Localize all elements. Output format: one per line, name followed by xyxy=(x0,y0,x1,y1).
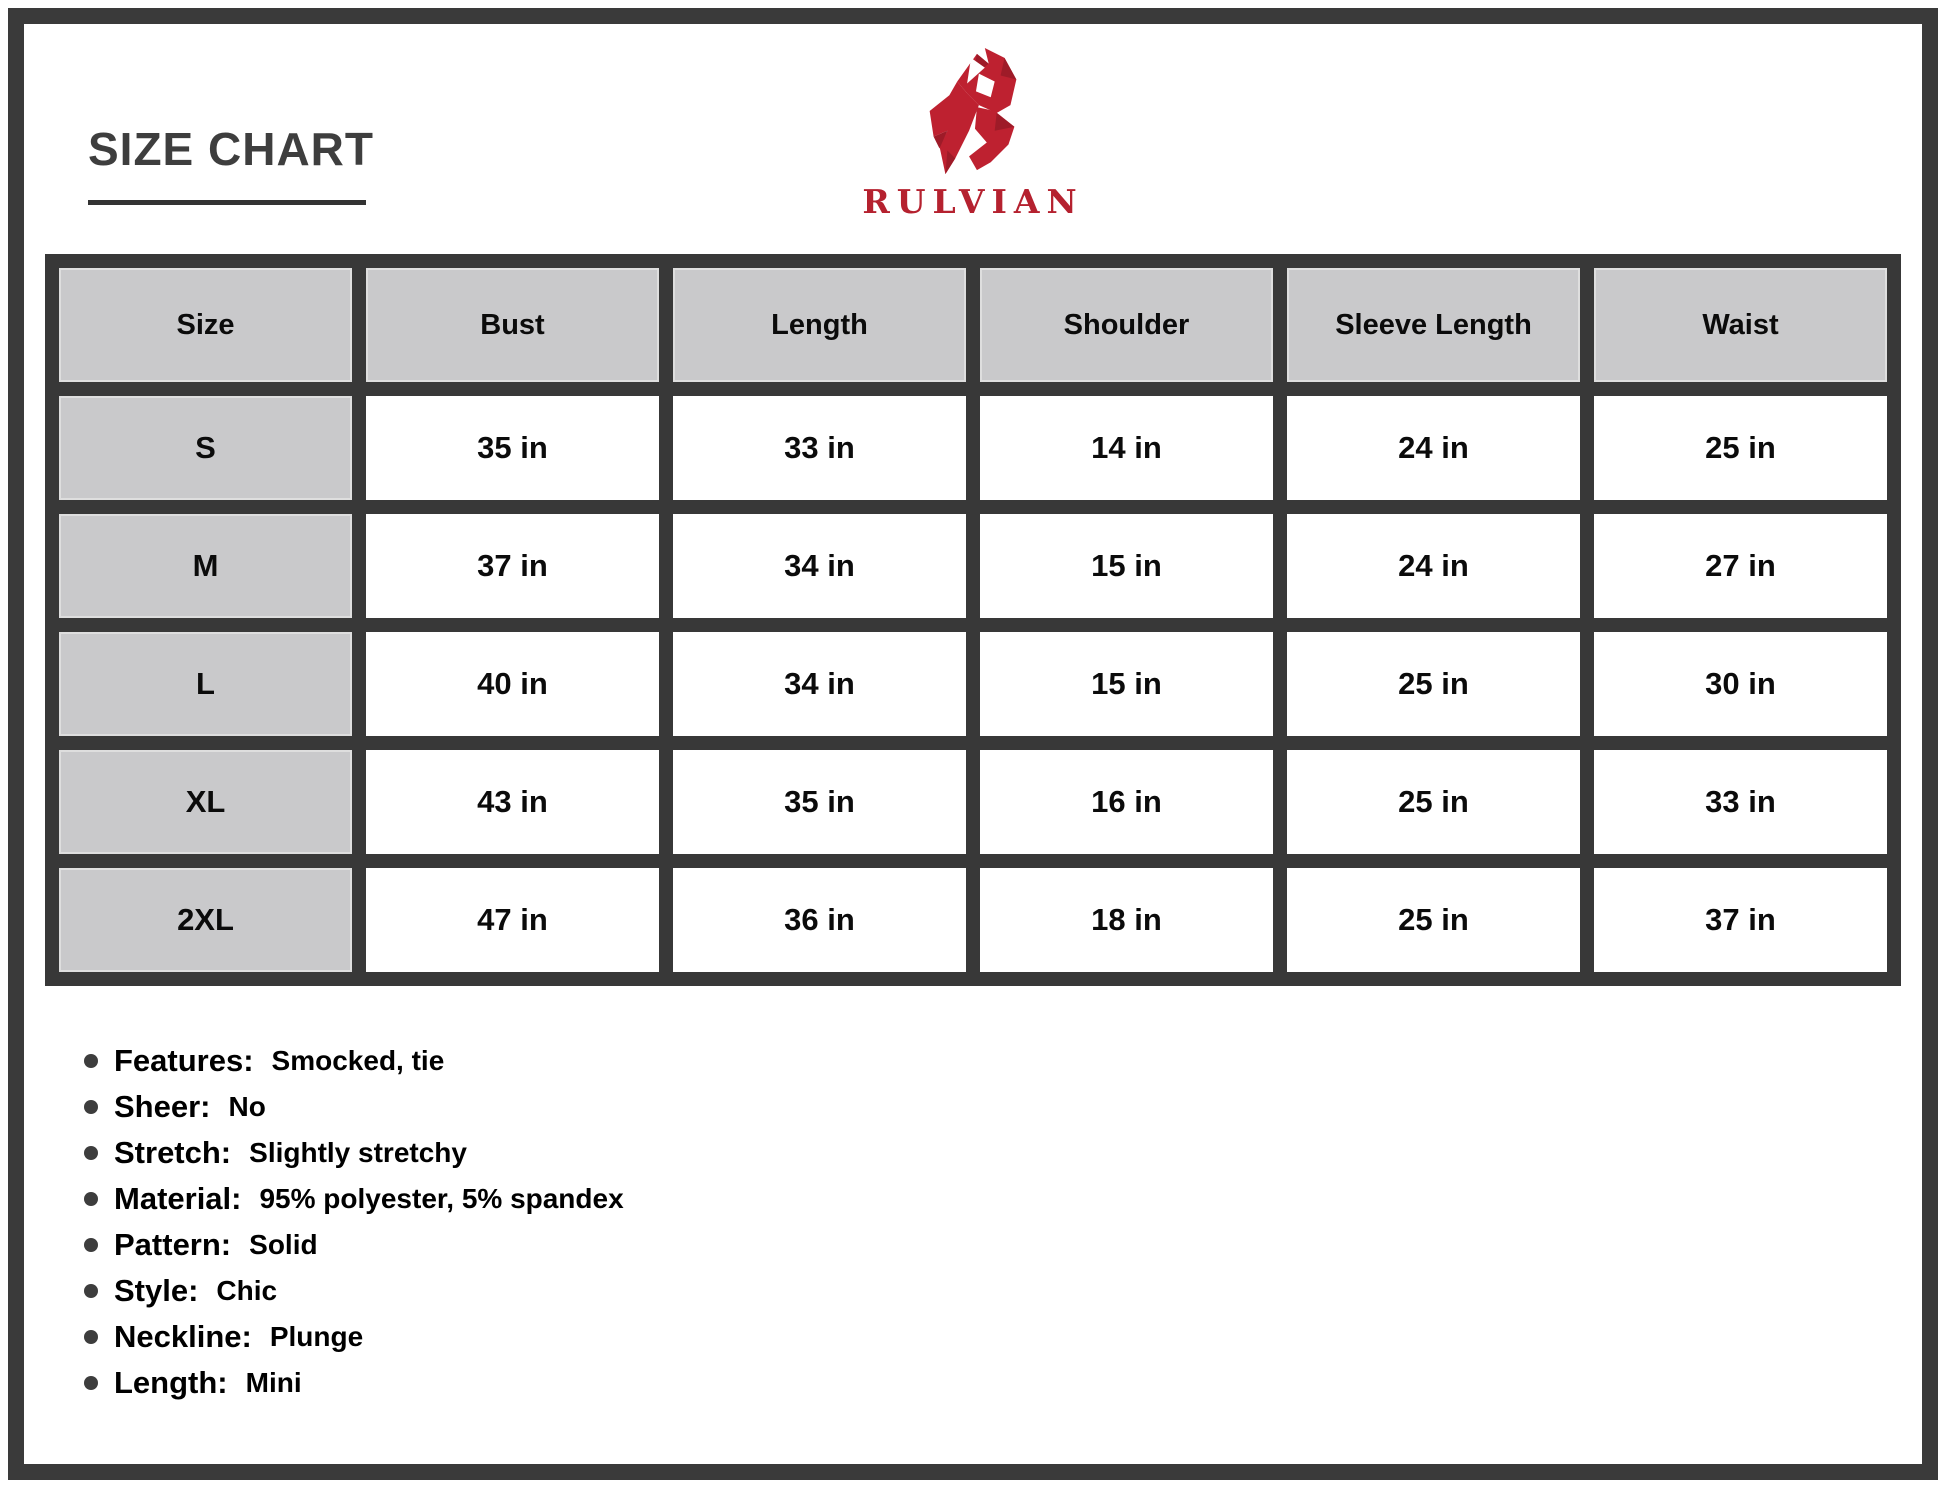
rulvian-angular-r-logo-icon xyxy=(909,46,1037,180)
detail-label: Pattern: xyxy=(114,1227,232,1262)
size-cell: XL xyxy=(59,750,352,854)
bust-cell: 40 in xyxy=(366,632,659,736)
column-header-length: Length xyxy=(673,268,966,382)
list-item-length xyxy=(84,1360,624,1406)
list-item-features xyxy=(84,1038,624,1084)
table-header-row xyxy=(59,268,1887,382)
detail-value: Slightly stretchy xyxy=(249,1137,467,1168)
list-item-neckline xyxy=(84,1314,624,1360)
detail-label: Material: xyxy=(114,1181,242,1216)
shoulder-cell: 15 in xyxy=(980,514,1273,618)
waist-cell: 27 in xyxy=(1594,514,1887,618)
length-cell: 34 in xyxy=(673,632,966,736)
shoulder-cell: 16 in xyxy=(980,750,1273,854)
table-row-2xl xyxy=(59,868,1887,972)
detail-value: 95% polyester, 5% spandex xyxy=(259,1183,624,1214)
shoulder-cell: 18 in xyxy=(980,868,1273,972)
column-header-bust: Bust xyxy=(366,268,659,382)
detail-label: Style: xyxy=(114,1273,199,1308)
bust-cell: 37 in xyxy=(366,514,659,618)
list-item-pattern xyxy=(84,1222,624,1268)
bullet-icon xyxy=(84,1192,98,1206)
length-cell: 34 in xyxy=(673,514,966,618)
detail-label: Neckline: xyxy=(114,1319,252,1354)
product-details-list xyxy=(84,1038,624,1406)
waist-cell: 37 in xyxy=(1594,868,1887,972)
bullet-icon xyxy=(84,1238,98,1252)
column-header-waist: Waist xyxy=(1594,268,1887,382)
detail-label: Sheer: xyxy=(114,1089,211,1124)
detail-value: No xyxy=(228,1091,266,1122)
table-row-m xyxy=(59,514,1887,618)
detail-value: Smocked, tie xyxy=(271,1045,445,1076)
bust-cell: 35 in xyxy=(366,396,659,500)
table-row-xl xyxy=(59,750,1887,854)
detail-value: Chic xyxy=(216,1275,278,1306)
sleeve-length-cell: 25 in xyxy=(1287,750,1580,854)
column-header-sleeve-length: Sleeve Length xyxy=(1287,268,1580,382)
column-header-shoulder: Shoulder xyxy=(980,268,1273,382)
bust-cell: 43 in xyxy=(366,750,659,854)
size-cell: 2XL xyxy=(59,868,352,972)
table-row-l xyxy=(59,632,1887,736)
bullet-icon xyxy=(84,1146,98,1160)
length-cell: 33 in xyxy=(673,396,966,500)
list-item-style xyxy=(84,1268,624,1314)
list-item-material xyxy=(84,1176,624,1222)
detail-value: Mini xyxy=(245,1367,302,1398)
length-cell: 35 in xyxy=(673,750,966,854)
list-item-stretch xyxy=(84,1130,624,1176)
brand-block xyxy=(0,46,1946,221)
waist-cell: 33 in xyxy=(1594,750,1887,854)
bullet-icon xyxy=(84,1284,98,1298)
detail-label: Features: xyxy=(114,1043,254,1078)
table-row-s xyxy=(59,396,1887,500)
size-cell: S xyxy=(59,396,352,500)
bullet-icon xyxy=(84,1054,98,1068)
page-title: SIZE CHART xyxy=(88,123,374,175)
size-chart-table xyxy=(45,254,1901,986)
brand-wordmark: RULVIAN xyxy=(862,182,1084,221)
sleeve-length-cell: 25 in xyxy=(1287,632,1580,736)
sleeve-length-cell: 25 in xyxy=(1287,868,1580,972)
size-cell: M xyxy=(59,514,352,618)
sleeve-length-cell: 24 in xyxy=(1287,396,1580,500)
bullet-icon xyxy=(84,1376,98,1390)
bullet-icon xyxy=(84,1330,98,1344)
detail-label: Length: xyxy=(114,1365,228,1400)
waist-cell: 25 in xyxy=(1594,396,1887,500)
shoulder-cell: 14 in xyxy=(980,396,1273,500)
bust-cell: 47 in xyxy=(366,868,659,972)
length-cell: 36 in xyxy=(673,868,966,972)
list-item-sheer xyxy=(84,1084,624,1130)
sleeve-length-cell: 24 in xyxy=(1287,514,1580,618)
detail-label: Stretch: xyxy=(114,1135,232,1170)
column-header-size: Size xyxy=(59,268,352,382)
bullet-icon xyxy=(84,1100,98,1114)
size-cell: L xyxy=(59,632,352,736)
waist-cell: 30 in xyxy=(1594,632,1887,736)
detail-value: Solid xyxy=(249,1229,318,1260)
detail-value: Plunge xyxy=(269,1321,364,1352)
shoulder-cell: 15 in xyxy=(980,632,1273,736)
